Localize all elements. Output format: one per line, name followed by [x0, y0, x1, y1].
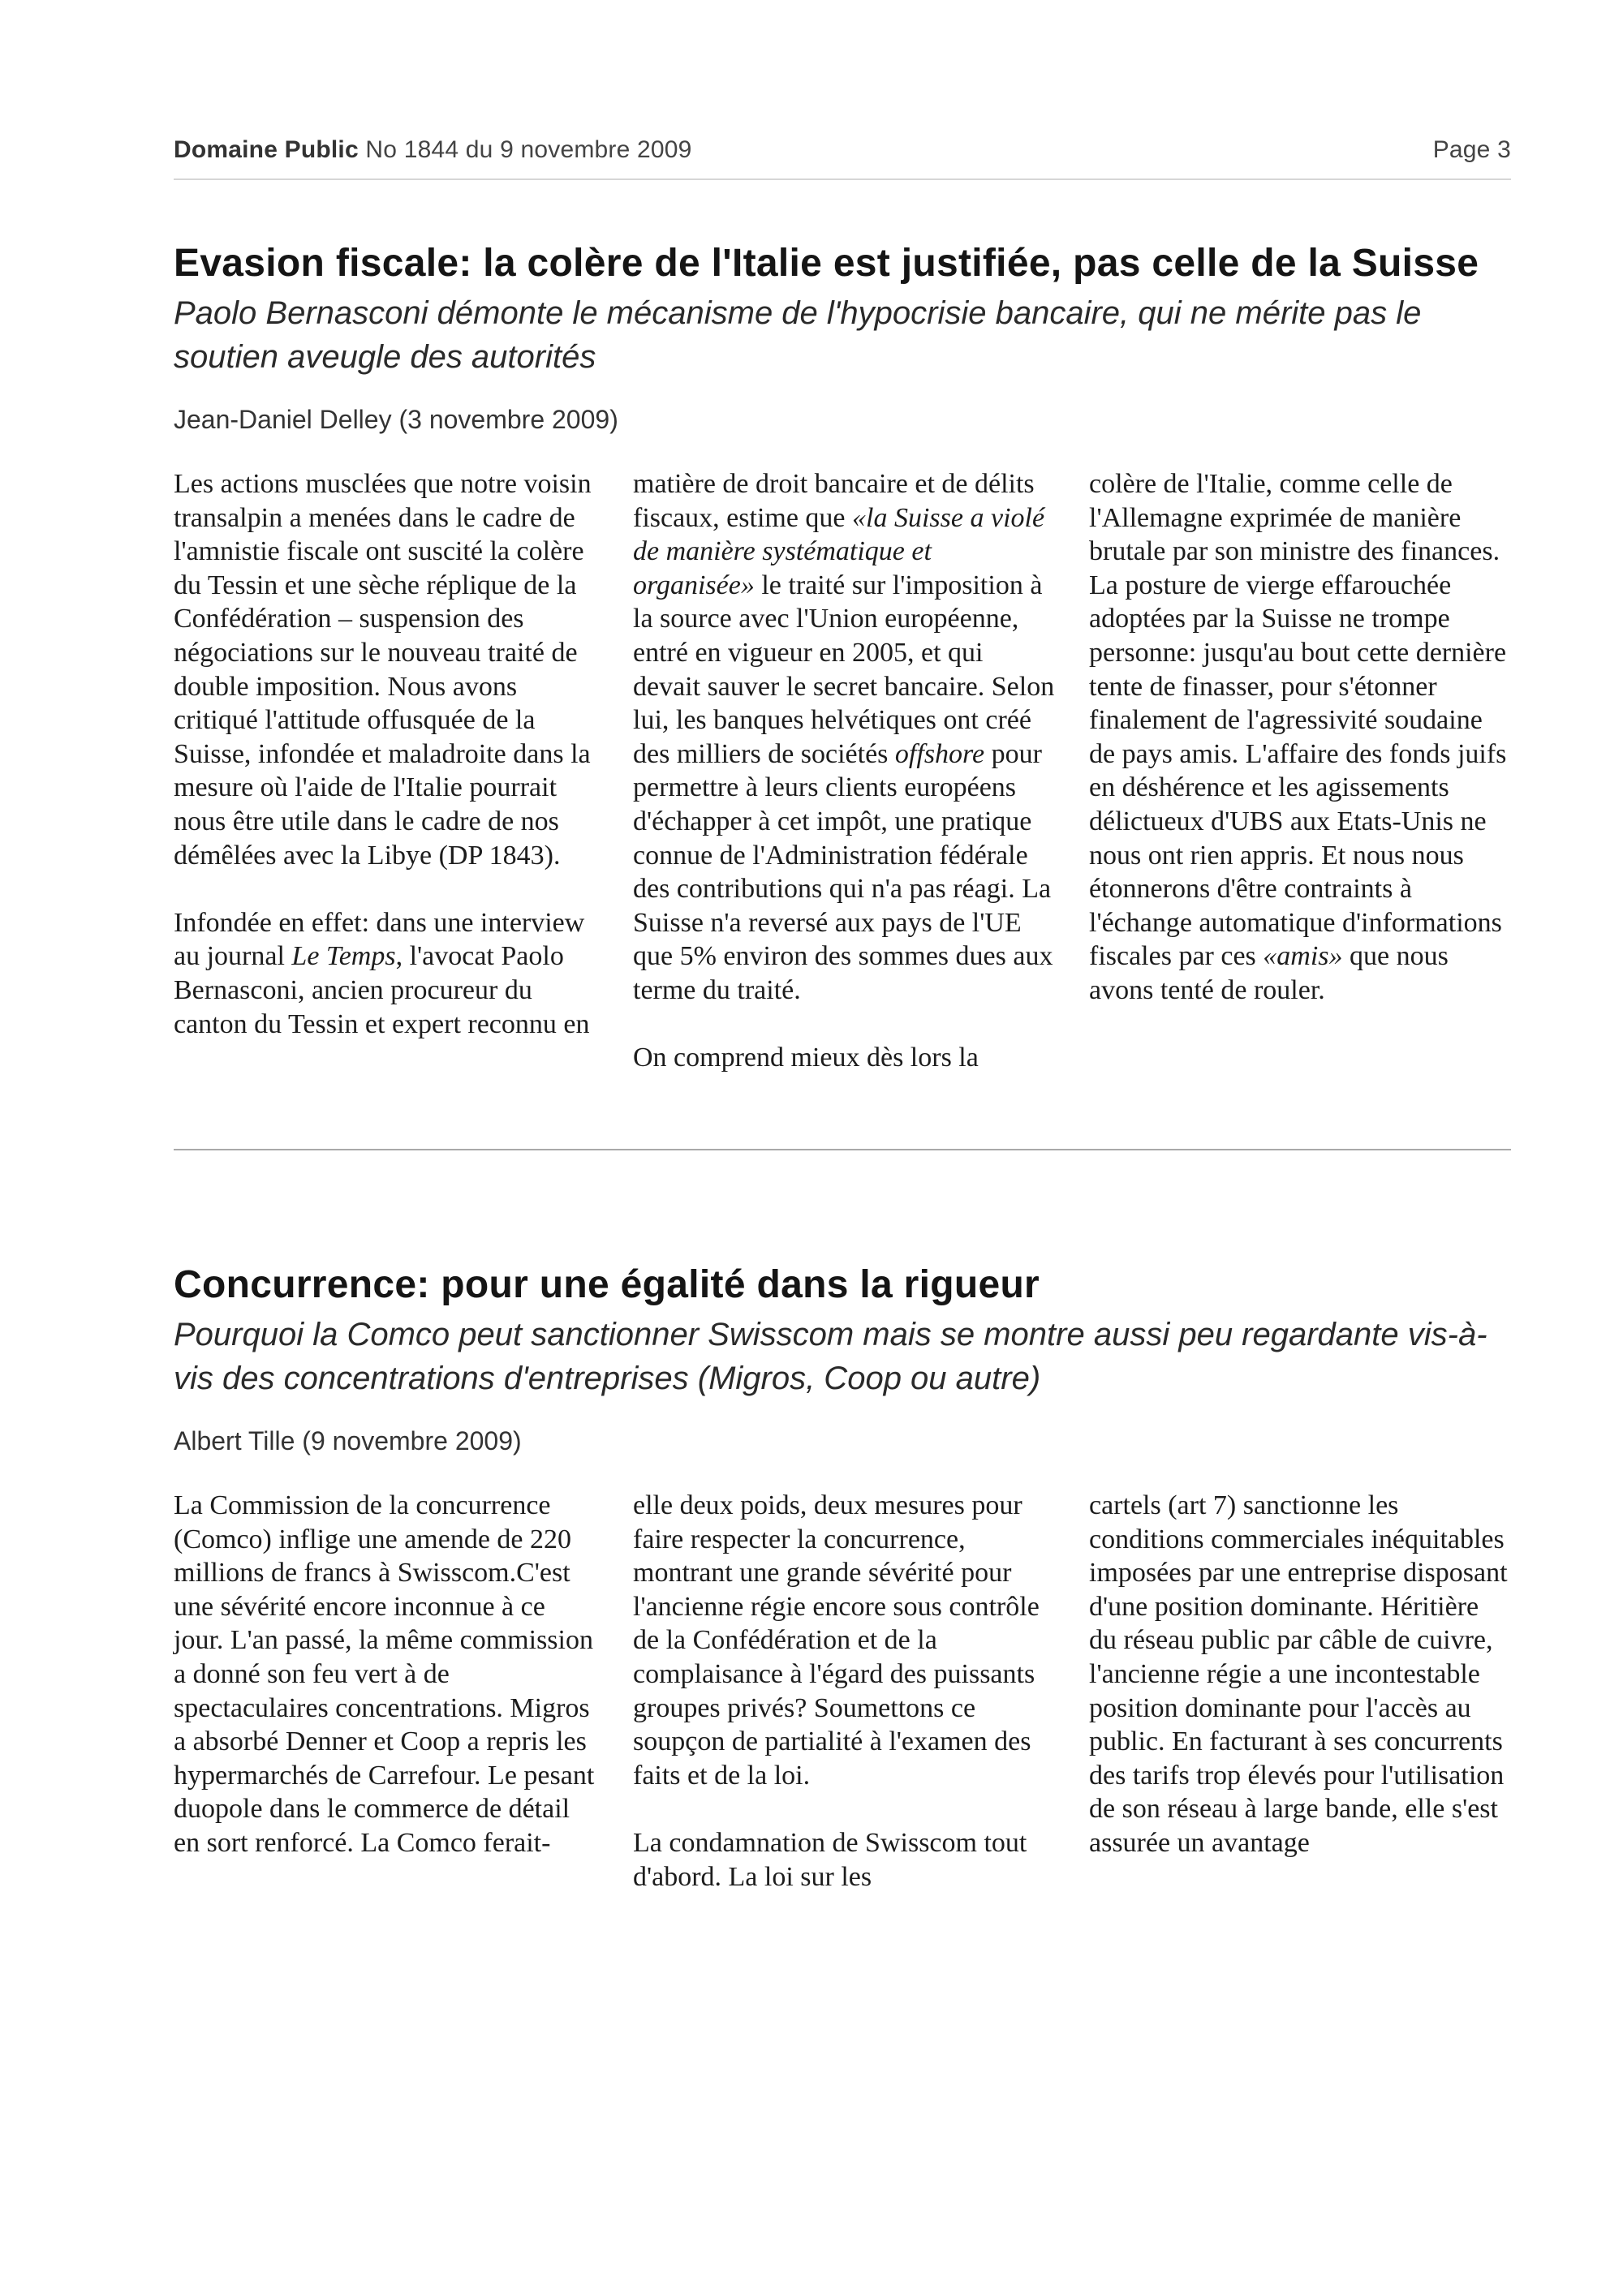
header-divider: [174, 178, 1511, 180]
article-subtitle: Pourquoi la Comco peut sanctionner Swisscom mais se montre aussi peu regardante vis-à-vis des concentrations d'entreprises (Migros, Coop ou autre): [174, 1317, 1487, 1396]
paragraph: Infondée en effet: dans une interview au journal Le Temps, l'avocat Paolo Bernasconi, ancien procureur du canton du Tessin et expert reconnu en: [174, 907, 590, 1039]
page: [174, 122, 1511, 1992]
header-publication-line: [174, 136, 692, 164]
text-column-1: [174, 1489, 596, 1860]
article-byline: Albert Tille (9 novembre 2009): [174, 1426, 522, 1455]
article-evasion-fiscale: [174, 239, 1511, 1149]
text-column-2: [633, 467, 1055, 1075]
article-byline: Jean-Daniel Delley (3 novembre 2009): [174, 405, 618, 434]
text-column-1: [174, 467, 596, 1041]
page-header: [174, 122, 1511, 178]
paragraph: On comprend mieux dès lors la: [633, 1043, 979, 1073]
paragraph: cartels (art 7) sanctionne les conditions commerciales inéquitables imposées par une entreprise disposant d'une position dominante. Héritière du réseau public par câble de cuivre, l'ancienne régie a une incontestable position dominante pour l'accès au public. En facturant à ses concurrents des tarifs trop élevés pour l'utilisation de son réseau à large bande, elle s'est assurée un avantage: [1089, 1490, 1508, 1858]
article-title: Concurrence: pour une égalité dans la rigueur: [174, 1263, 1040, 1306]
article-body: [174, 1489, 1511, 1992]
page-number: Page 3: [1432, 136, 1511, 163]
article-subtitle: Paolo Bernasconi démonte le mécanisme de l'hypocrisie bancaire, qui ne mérite pas le soutien aveugle des autorités: [174, 295, 1422, 375]
text-column-2: [633, 1489, 1055, 1894]
paragraph: Les actions musclées que notre voisin transalpin a menées dans le cadre de l'amnistie fiscale ont suscité la colère du Tessin et une sèche réplique de la Confédération – suspension des négociations sur le nouveau traité de double imposition. Nous avons critiqué l'attitude offusquée de la Suisse, infondée et maladroite dans la mesure où l'aide de l'Italie pourrait nous être utile dans le cadre de nos démêlées avec la Libye (DP 1843).: [174, 469, 592, 871]
paragraph: matière de droit bancaire et de délits fiscaux, estime que «la Suisse a violé de manière systématique et organisée» le traité sur l'imposition à la source avec l'Union européenne, entré en vigueur en 2005, et qui devait sauver le secret bancaire. Selon lui, les banques helvétiques ont créé des milliers de sociétés offshore pour permettre à leurs clients européens d'échapper à cet impôt, une pratique connue de l'Administration fédérale des contributions qui n'a pas réagi. La Suisse n'a reversé aux pays de l'UE que 5% environ des sommes dues aux terme du traité.: [633, 469, 1055, 1005]
paragraph: elle deux poids, deux mesures pour faire respecter la concurrence, montrant une grande sévérité pour l'ancienne régie encore sous contrôle de la Confédération et de la complaisance à l'égard des puissants groupes privés? Soumettons ce soupçon de partialité à l'examen des faits et de la loi.: [633, 1490, 1040, 1791]
publication-name: Domaine Public: [174, 136, 359, 163]
text-column-3: [1089, 1489, 1511, 1860]
paragraph: La Commission de la concurrence (Comco) inflige une amende de 220 millions de francs à Swisscom.C'est une sévérité encore inconnue à ce jour. L'an passé, la même commission a donné son feu vert à de spectaculaires concentrations. Migros a absorbé Denner et Coop a repris les hypermarchés de Carrefour. Le pesant duopole dans le commerce de détail en sort renforcé. La Comco ferait-: [174, 1490, 595, 1858]
article-body: [174, 467, 1511, 1149]
article-title: Evasion fiscale: la colère de l'Italie est justifiée, pas celle de la Suisse: [174, 242, 1479, 285]
article-divider: [174, 1149, 1511, 1150]
paragraph: colère de l'Italie, comme celle de l'Allemagne exprimée de manière brutale par son ministre des finances. La posture de vierge effarouchée adoptées par la Suisse ne trompe personne: jusqu'au bout cette dernière tente de finasser, pour s'étonner finalement de l'agressivité soudaine de pays amis. L'affaire des fonds juifs en déshérence et les agissements délictueux d'UBS aux Etats-Unis ne nous ont rien appris. Et nous nous étonnerons d'être contraints à l'échange automatique d'informations fiscales par ces «amis» que nous avons tenté de rouler.: [1089, 469, 1507, 1005]
text-column-3: [1089, 467, 1511, 1008]
issue-info: No 1844 du 9 novembre 2009: [365, 136, 692, 163]
paragraph: La condamnation de Swisscom tout d'abord. La loi sur les: [633, 1827, 1027, 1892]
article-concurrence: [174, 1261, 1511, 1992]
